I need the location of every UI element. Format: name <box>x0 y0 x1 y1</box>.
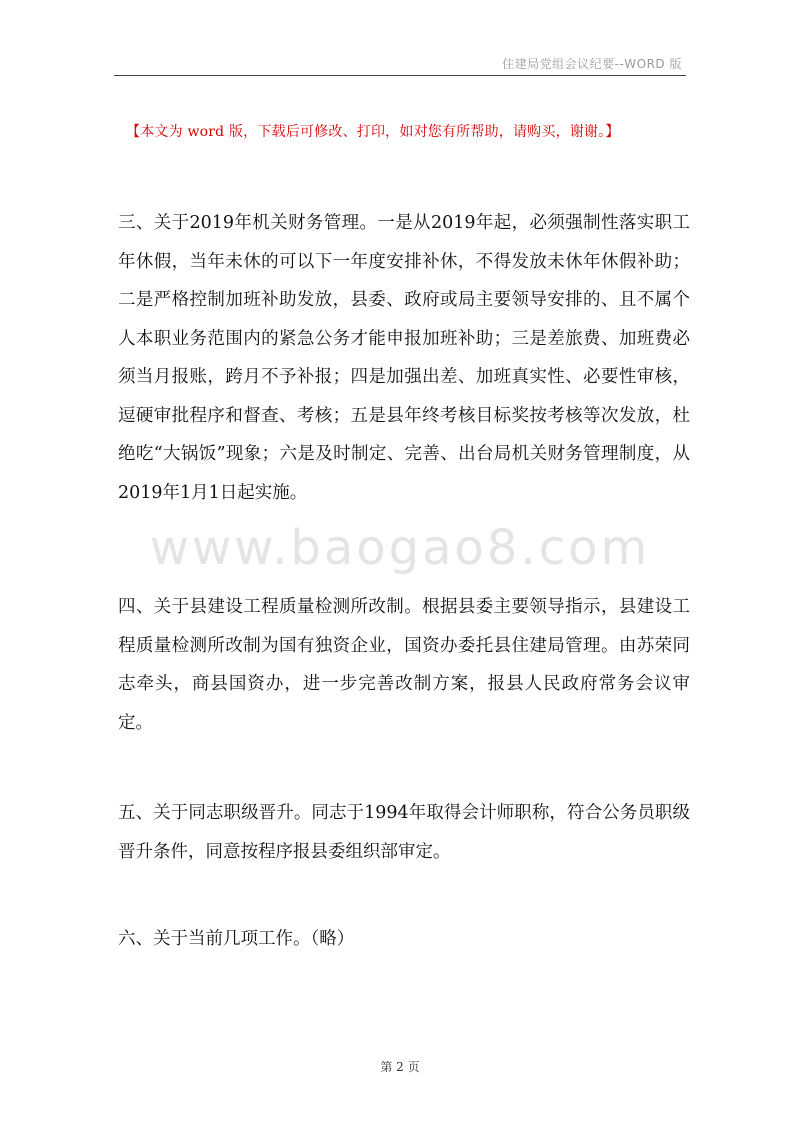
purchase-notice: 【本文为 word 版，下载后可修改、打印，如对您有所帮助，请购买，谢谢。】 <box>126 124 620 140</box>
paragraph-rank-promotion: 五、关于同志职级晋升。同志于1994年取得会计师职称，符合公务员职级晋升条件，同意按程序报县委组织部审定。 <box>118 803 690 862</box>
page-number: 第 2 页 <box>380 1060 420 1074</box>
header-divider <box>114 75 686 76</box>
paragraph-current-work: 六、关于当前几项工作。（略） <box>118 929 355 949</box>
paragraph-inspection-reform: 四、关于县建设工程质量检测所改制。根据县委主要领导指示，县建设工程质量检测所改制为国有独资企业，国资办委托县住建局管理。由苏荣同志牵头，商县国资办，进一步完善改制方案，报县人民政府常务会议审定。 <box>118 597 690 733</box>
page-header-title: 住建局党组会议纪要--WORD 版 <box>502 57 682 71</box>
paragraph-finance-management: 三、关于2019年机关财务管理。一是从2019年起，必须强制性落实职工年休假，当年未休的可以下一年度安排补休，不得发放未休年休假补助；二是严格控制加班补助发放，县委、政府或局主要领导安排的、且不属个人本职业务范围内的紧急公务才能申报加班补助；三是差旅费、加班费必须当月报账，跨月不予补报；四是加强出差、加班真实性、必要性审核，逗硬审批程序和督查、考核；五是县年终考核目标奖按考核等次发放，杜绝吃“大锅饭”现象；六是及时制定、完善、出台局机关财务管理制度，从2019年1月1日起实施。 <box>118 213 690 503</box>
watermark: www.baogao8.com <box>149 520 651 576</box>
